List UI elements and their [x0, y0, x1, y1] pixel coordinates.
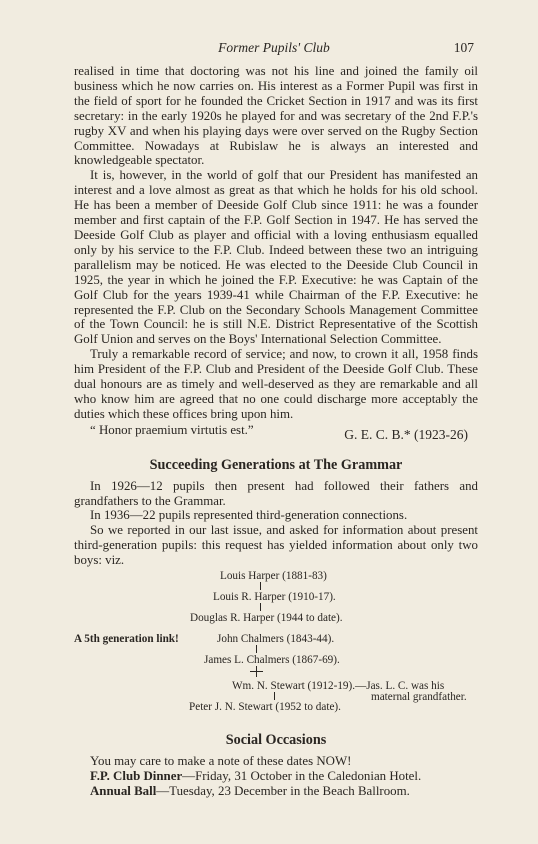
tree-connector	[260, 582, 261, 590]
tree-entry: Louis R. Harper (1910-17).	[213, 591, 336, 604]
paragraph: It is, however, in the world of golf that our President has manifested an interest and a love almost as great as that which he holds for his old school. He has been a member of Deeside Golf Club since 1911: he was a founder member and first captain of the F.P. Golf Section in 1947. He has served the Deeside Golf Club as player and official with a loving enthusiasm equalled only by his service to the F.P. Club. Indeed between these two an intriguing parallelism may be noticed. He was elected to the Deeside Club Council in 1925, the year in which he joined the F.P. Executive: he was Captain of the Golf Club for the years 1939-41 while Chairman of the F.P. Executive: he represented the F.P. Club on the Secondary Schools Management Committee of the Town Council: he is still N.E. District Representative of the Scottish Golf Union and serves on the Boys' International Selection Committee.	[74, 168, 478, 347]
paragraph: Truly a remarkable record of service; and now, to crown it all, 1958 finds him President of the F.P. Club and President of the Deeside Golf Club. These dual honours are as timely and well-deserved as they are remarkable and all who know him are agreed that no one could discharge more acceptably the duties which these offices bring upon him.	[74, 347, 478, 421]
tree-connector	[274, 692, 275, 700]
ball-text: —Tuesday, 23 December in the Beach Ballroom.	[156, 783, 410, 798]
paragraph: realised in time that doctoring was not his line and joined the family oil business which he now carries on. His interest as a Former Pupil was first in the field of sport for he founded the Cricket Section in 1917 and was its first secretary: in the early 1920s he played for and was secretary of the 2nd F.P.'s rugby XV and when his playing days were over served on the Rugby Section Committee. Nowadays at Rubislaw he is always an interested and knowledgeable spectator.	[74, 64, 478, 168]
tree-note: maternal grandfather.	[371, 691, 467, 704]
header-title: Former Pupils' Club	[218, 40, 330, 55]
section-heading-generations: Succeeding Generations at The Grammar	[149, 456, 403, 473]
paragraph: In 1926—12 pupils then present had followed their fathers and grandfathers to the Grammar.	[74, 478, 478, 508]
tree-entry: John Chalmers (1843-44).	[217, 633, 335, 646]
family-tree	[74, 569, 478, 719]
tree-entry: Peter J. N. Stewart (1952 to date).	[189, 701, 341, 714]
fifth-generation-label: A 5th generation link!	[74, 633, 179, 646]
tree-entry: Louis Harper (1881-83)	[220, 570, 327, 583]
paragraph: In 1936—22 pupils represented third-generation connections.	[90, 508, 408, 523]
paragraph: You may care to make a note of these dates NOW!	[90, 754, 352, 768]
dinner-label: F.P. Club Dinner	[90, 768, 183, 783]
dinner-text: —Friday, 31 October in the Caledonian Hotel.	[182, 768, 422, 783]
tree-entry: Douglas R. Harper (1944 to date).	[190, 612, 343, 625]
dinner-line	[74, 769, 478, 784]
author-signature: G. E. C. B.* (1923-26)	[344, 426, 468, 442]
page-number: 107	[453, 40, 474, 55]
ball-line	[74, 784, 478, 799]
tree-entry: Wm. N. Stewart (1912-19).—Jas. L. C. was his	[232, 680, 445, 693]
running-header	[74, 40, 474, 58]
tree-entry: James L. Chalmers (1867-69).	[204, 654, 340, 667]
page-body	[74, 64, 478, 799]
motto: “ Honor praemium virtutis est.”	[90, 422, 254, 437]
ball-label: Annual Ball	[90, 783, 157, 798]
social-section	[74, 733, 478, 799]
section-heading-social: Social Occasions	[225, 732, 327, 749]
tree-connector	[260, 603, 261, 611]
tree-connector	[256, 645, 257, 653]
motto-line	[74, 423, 478, 444]
paragraph: So we reported in our last issue, and asked for information about present third-generation pupils: this request has yielded information about only two boys: viz.	[74, 523, 478, 568]
tree-connector	[250, 671, 263, 672]
